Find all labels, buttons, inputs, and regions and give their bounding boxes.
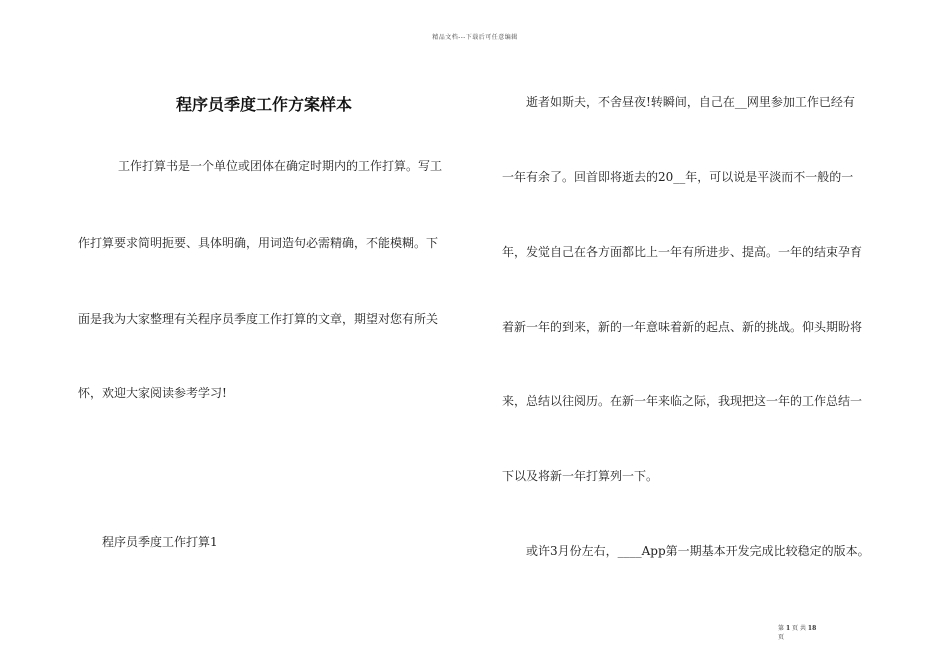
left-line-1: 工作打算书是一个单位或团体在确定时期内的工作打算。写工 [118,159,443,173]
left-line-2: 作打算要求简明扼要、具体明确，用词造句必需精确，不能模糊。下 [78,236,439,250]
page-prefix: 第 [778,625,785,632]
left-line-4: 怀，欢迎大家阅读参考学习! [78,386,227,400]
page-number: 1 [785,625,791,632]
page-total: 18 [807,625,817,632]
left-line-3: 面是我为大家整理有关程序员季度工作打算的文章，期望对您有所关 [78,312,439,326]
right-line-6: 下以及将新一年打算列一下。 [502,469,659,483]
right-line-3: 年，发觉自己在各方面都比上一年有所进步、提高。一年的结束孕育 [502,245,863,259]
right-line-7: 或许3月份左右，____App第一期基本开发完成比较稳定的版本。 [526,544,870,558]
right-line-4: 着新一年的到来，新的一年意味着新的起点、新的挑战。仰头期盼将 [502,320,863,334]
right-line-5: 来，总结以往阅历。在新一年来临之际，我现把这一年的工作总结一 [502,394,863,408]
page-title: 程序员季度工作方案样本 [175,95,352,114]
section-heading: 程序员季度工作打算1 [102,535,218,549]
page-middle: 页 共 [792,625,806,632]
right-line-1: 逝者如斯夫，不舍昼夜!转瞬间，自己在__网里参加工作已经有 [526,95,855,109]
right-line-2: 一年有余了。回首即将逝去的20__年，可以说是平淡而不一般的一 [502,170,854,184]
page-footer [778,624,838,642]
page-suffix: 页 [778,634,785,641]
header-note: 精品文档---下载后可任意编辑 [432,34,518,41]
